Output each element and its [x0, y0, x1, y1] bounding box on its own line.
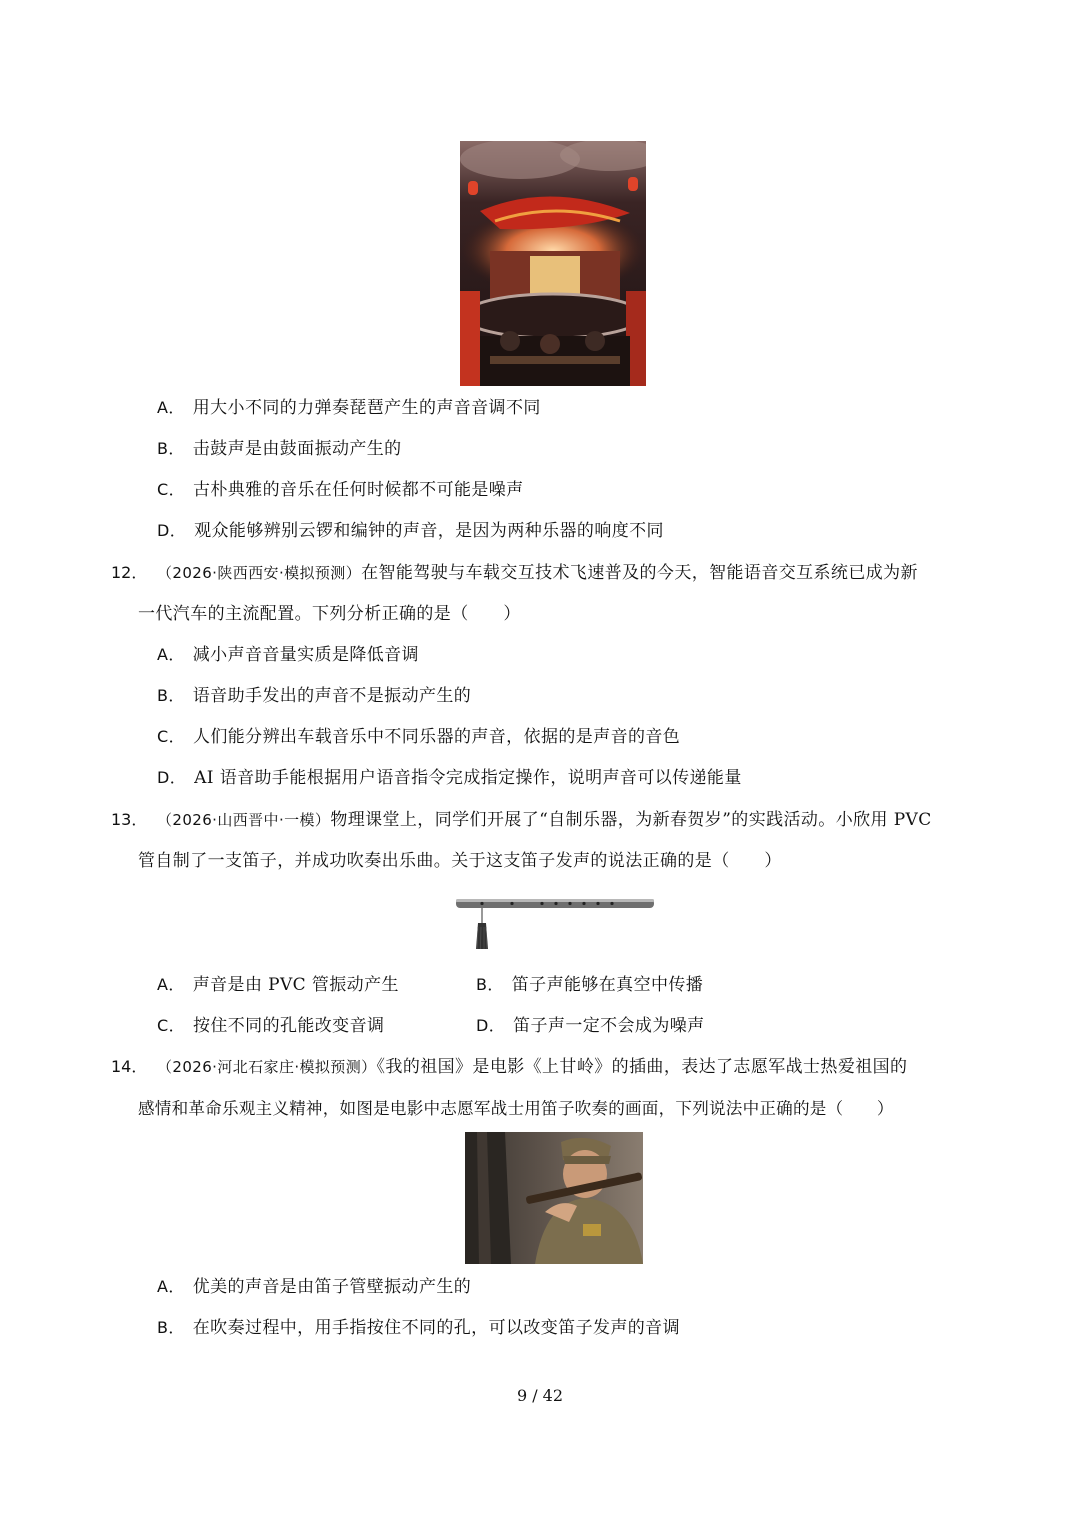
q13-option-b — [476, 973, 703, 997]
option-text: 声音是由 PVC 管振动产生 — [192, 975, 399, 995]
question-number: 13． — [111, 810, 148, 829]
option-text: 语音助手发出的声音不是振动产生的 — [192, 686, 472, 706]
q12-option-c — [157, 725, 680, 749]
option-letter: D． — [476, 1016, 506, 1035]
option-text: 优美的声音是由笛子管壁振动产生的 — [192, 1277, 472, 1297]
option-letter: D． — [157, 521, 187, 540]
question-number: 12． — [111, 563, 148, 582]
option-text: 击鼓声是由鼓面振动产生的 — [192, 439, 402, 459]
q12-option-b — [157, 684, 471, 708]
option-letter: B． — [157, 686, 185, 705]
option-letter: D． — [157, 768, 187, 787]
option-text: 减小声音音量实质是降低音调 — [192, 645, 419, 665]
question-number: 14． — [111, 1057, 148, 1076]
option-letter: C． — [157, 1016, 185, 1035]
option-letter: A． — [157, 975, 185, 994]
option-letter: B． — [157, 439, 185, 458]
option-text: 按住不同的孔能改变音调 — [192, 1016, 385, 1036]
option-text: 笛子声能够在真空中传播 — [511, 975, 704, 995]
q13-option-d — [476, 1014, 705, 1038]
option-letter: A． — [157, 398, 185, 417]
question-stem: 在智能驾驶与车载交互技术飞速普及的今天，智能语音交互系统已成为新 — [361, 563, 918, 583]
q11-option-b — [157, 437, 402, 461]
stage-performance-photo — [460, 141, 646, 386]
q13-stem-line2: 管自制了一支笛子，并成功吹奏出乐曲。关于这支笛子发声的说法正确的是（ ） — [138, 851, 782, 871]
option-letter: C． — [157, 727, 185, 746]
q12-stem-line1 — [157, 561, 918, 585]
option-text: AI 语音助手能根据用户语音指令完成指定操作，说明声音可以传递能量 — [194, 768, 742, 788]
option-text: 在吹奏过程中，用手指按住不同的孔，可以改变笛子发声的音调 — [192, 1318, 680, 1338]
option-text: 观众能够辨别云锣和编钟的声音，是因为两种乐器的响度不同 — [194, 521, 664, 541]
q11-option-c — [157, 478, 524, 502]
q14-option-a — [157, 1275, 471, 1299]
soldier-playing-flute-photo — [465, 1132, 643, 1264]
q12-stem-line2: 一代汽车的主流配置。下列分析正确的是（ ） — [138, 604, 521, 624]
q14-option-b — [157, 1316, 680, 1340]
option-letter: B． — [157, 1318, 185, 1337]
question-source: （2026·山西晋中·一模） — [157, 811, 331, 829]
question-stem: 《我的祖国》是电影《上甘岭》的插曲，表达了志愿军战士热爱祖国的 — [376, 1057, 908, 1077]
option-text: 人们能分辨出车载音乐中不同乐器的声音，依据的是声音的音色 — [192, 727, 681, 747]
q14-stem-line1 — [157, 1055, 907, 1079]
question-stem: 物理课堂上，同学们开展了“自制乐器，为新春贺岁”的实践活动。小欣用 PVC — [330, 810, 932, 830]
q12-option-d — [157, 766, 742, 790]
option-letter: B． — [476, 975, 504, 994]
option-letter: A． — [157, 645, 185, 664]
option-letter: A． — [157, 1277, 185, 1296]
flute-illustration — [452, 893, 658, 955]
question-source: （2026·河北石家庄·模拟预测） — [157, 1058, 377, 1076]
q11-option-d — [157, 519, 664, 543]
option-text: 古朴典雅的音乐在任何时候都不可能是噪声 — [192, 480, 524, 500]
question-source: （2026·陕西西安·模拟预测） — [157, 564, 362, 582]
q11-option-a — [157, 396, 541, 420]
q14-stem-line2: 感情和革命乐观主义精神，如图是电影中志愿军战士用笛子吹奏的画面，下列说法中正确的是（ ） — [138, 1099, 894, 1118]
q13-option-a — [157, 973, 399, 997]
option-letter: C． — [157, 480, 185, 499]
option-text: 用大小不同的力弹奏琵琶产生的声音音调不同 — [192, 398, 541, 418]
q13-stem-line1 — [157, 808, 932, 832]
q12-option-a — [157, 643, 419, 667]
page-number: 9 / 42 — [516, 1386, 564, 1405]
option-text: 笛子声一定不会成为噪声 — [513, 1016, 705, 1036]
q13-option-c — [157, 1014, 384, 1038]
